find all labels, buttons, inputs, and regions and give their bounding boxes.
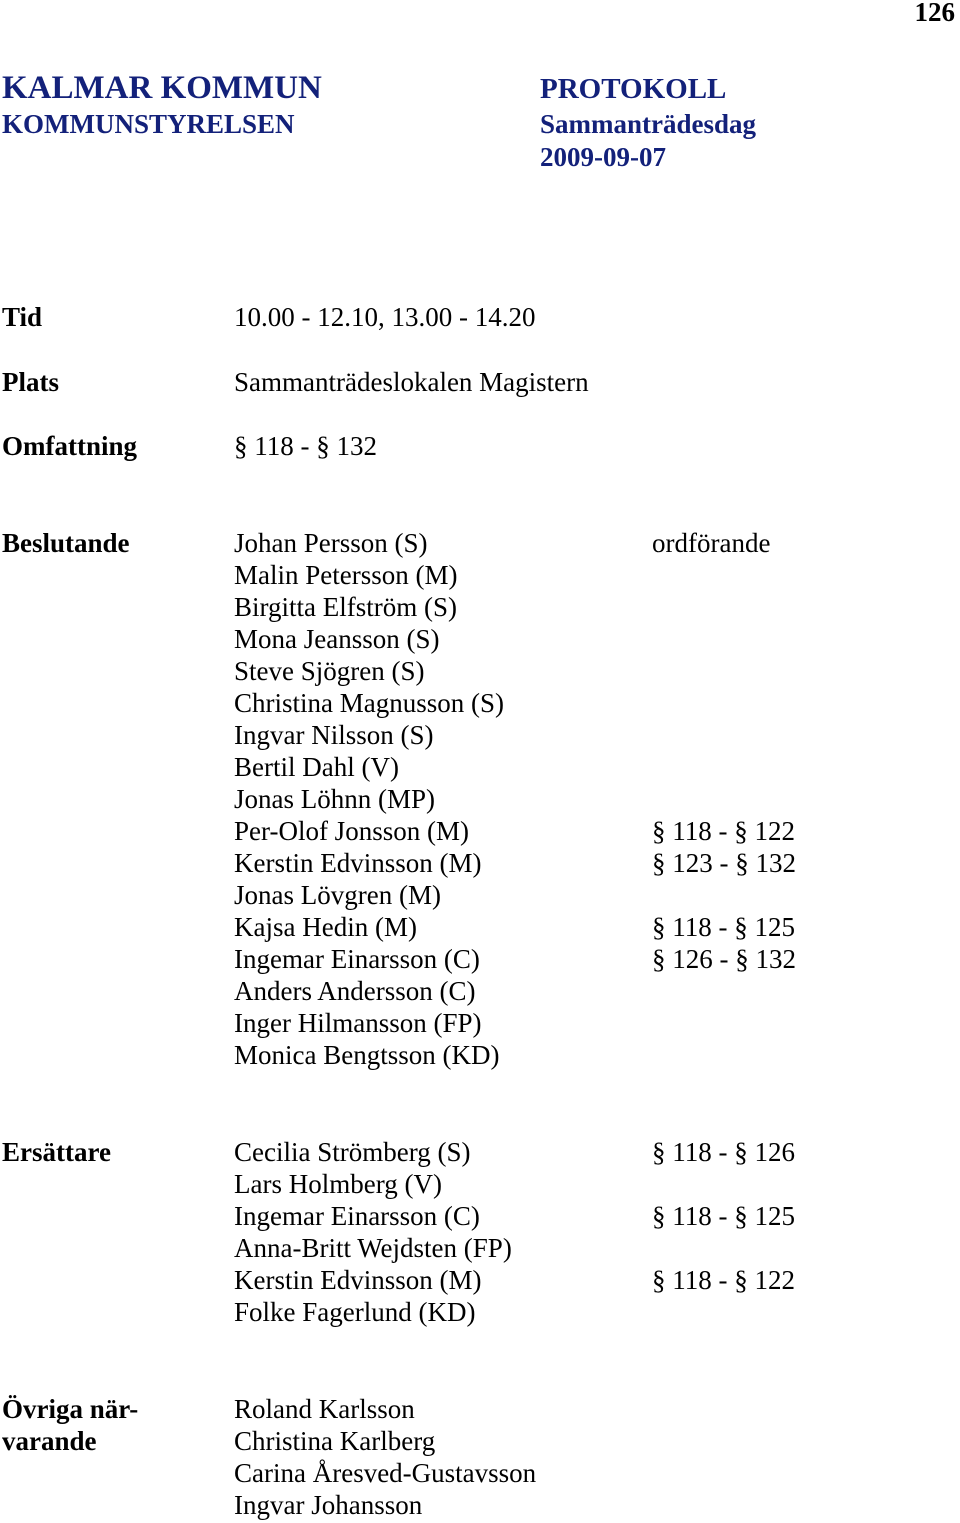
ovriga-label-line1: Övriga när- xyxy=(2,1394,139,1424)
member-name: Anna-Britt Wejdsten (FP) xyxy=(234,1233,512,1263)
member-row xyxy=(234,1136,934,1168)
member-row xyxy=(234,719,934,751)
member-name: Ingvar Johansson xyxy=(234,1490,423,1520)
member-row xyxy=(234,879,934,911)
member-name: Anders Andersson (C) xyxy=(234,976,476,1006)
dept-name: KOMMUNSTYRELSEN xyxy=(2,109,295,139)
member-row xyxy=(234,559,934,591)
ersattare-list xyxy=(234,1136,934,1328)
member-name: Lars Holmberg (V) xyxy=(234,1169,442,1199)
member-row xyxy=(234,527,934,559)
member-name: Ingemar Einarsson (C) xyxy=(234,944,480,974)
member-note: § 118 - § 125 xyxy=(652,912,795,942)
beslutande-list xyxy=(234,527,934,1071)
member-name: Ingvar Nilsson (S) xyxy=(234,720,434,750)
member-name: Kerstin Edvinsson (M) xyxy=(234,1265,482,1295)
member-name: Johan Persson (S) xyxy=(234,528,428,558)
member-row xyxy=(234,1232,934,1264)
member-name: Bertil Dahl (V) xyxy=(234,752,399,782)
member-row xyxy=(234,943,934,975)
member-note: § 118 - § 122 xyxy=(652,1265,795,1295)
doc-type: PROTOKOLL xyxy=(540,73,727,105)
member-row xyxy=(234,1457,934,1489)
member-name: Cecilia Strömberg (S) xyxy=(234,1137,471,1167)
member-name: Steve Sjögren (S) xyxy=(234,656,425,686)
member-row xyxy=(234,1425,934,1457)
member-note: § 126 - § 132 xyxy=(652,944,796,974)
member-name: Kajsa Hedin (M) xyxy=(234,912,417,942)
member-note: ordförande xyxy=(652,528,771,558)
tid-label: Tid xyxy=(2,302,43,332)
ovriga-label-line2: varande xyxy=(2,1426,97,1456)
member-name: Kerstin Edvinsson (M) xyxy=(234,848,482,878)
member-row xyxy=(234,591,934,623)
member-row xyxy=(234,751,934,783)
member-name: Inger Hilmansson (FP) xyxy=(234,1008,482,1038)
member-row xyxy=(234,623,934,655)
member-row xyxy=(234,655,934,687)
member-row xyxy=(234,1200,934,1232)
member-name: Ingemar Einarsson (C) xyxy=(234,1201,480,1231)
member-row xyxy=(234,1007,934,1039)
tid-value: 10.00 - 12.10, 13.00 - 14.20 xyxy=(234,302,536,332)
member-row xyxy=(234,1296,934,1328)
member-row xyxy=(234,911,934,943)
ovriga-list xyxy=(234,1393,934,1521)
member-name: Christina Magnusson (S) xyxy=(234,688,504,718)
member-name: Malin Petersson (M) xyxy=(234,560,458,590)
member-row xyxy=(234,1264,934,1296)
meeting-date: 2009-09-07 xyxy=(540,142,666,172)
member-row xyxy=(234,847,934,879)
member-note: § 123 - § 132 xyxy=(652,848,796,878)
member-name: Christina Karlberg xyxy=(234,1426,436,1456)
member-row xyxy=(234,783,934,815)
member-name: Folke Fagerlund (KD) xyxy=(234,1297,476,1327)
member-name: Mona Jeansson (S) xyxy=(234,624,440,654)
meeting-label: Sammanträdesdag xyxy=(540,109,757,139)
member-note: § 118 - § 125 xyxy=(652,1201,795,1231)
beslutande-label: Beslutande xyxy=(2,528,130,558)
page-number: 126 xyxy=(914,0,955,27)
member-name: Monica Bengtsson (KD) xyxy=(234,1040,500,1070)
ovriga-label xyxy=(2,1393,138,1457)
member-row xyxy=(234,1039,934,1071)
omfattning-label: Omfattning xyxy=(2,431,137,461)
member-name: Carina Åresved-Gustavsson xyxy=(234,1458,537,1488)
member-name: Per-Olof Jonsson (M) xyxy=(234,816,469,846)
omfattning-value: § 118 - § 132 xyxy=(234,431,377,461)
member-row xyxy=(234,1393,934,1425)
member-row xyxy=(234,1168,934,1200)
member-row xyxy=(234,815,934,847)
member-name: Birgitta Elfström (S) xyxy=(234,592,457,622)
member-name: Roland Karlsson xyxy=(234,1394,415,1424)
member-name: Jonas Lövgren (M) xyxy=(234,880,441,910)
plats-value: Sammanträdeslokalen Magistern xyxy=(234,367,589,397)
plats-label: Plats xyxy=(2,367,59,397)
org-name: KALMAR KOMMUN xyxy=(2,70,322,106)
ersattare-label: Ersättare xyxy=(2,1137,111,1167)
member-note: § 118 - § 122 xyxy=(652,816,795,846)
member-row xyxy=(234,975,934,1007)
member-row xyxy=(234,687,934,719)
member-name: Jonas Löhnn (MP) xyxy=(234,784,435,814)
member-row xyxy=(234,1489,934,1521)
member-note: § 118 - § 126 xyxy=(652,1137,795,1167)
